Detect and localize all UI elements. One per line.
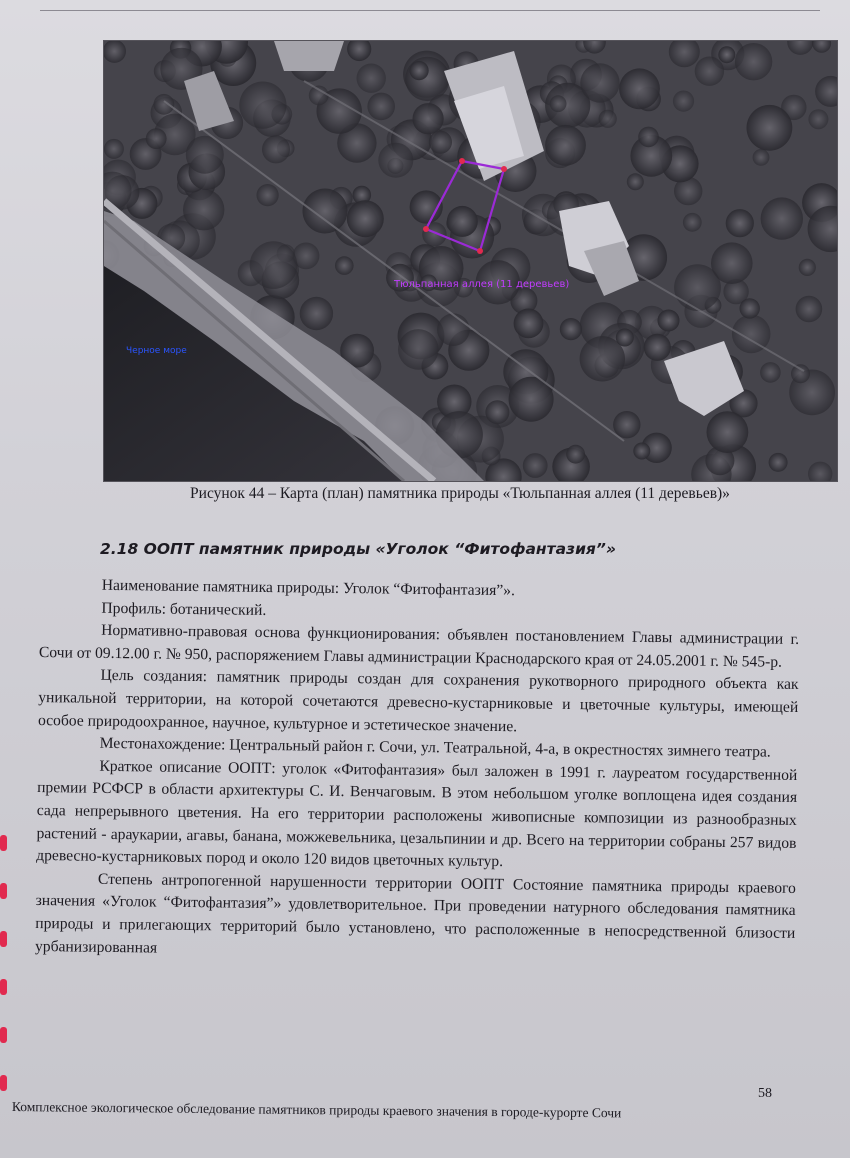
left-edge-red-mark xyxy=(0,835,9,1145)
satellite-map-figure xyxy=(103,40,838,482)
top-divider xyxy=(40,10,820,11)
paragraph-location: Местонахождение: Центральный район г. Сочи, ул. Театральной, 4-а, в окрестностях зимнего театра. xyxy=(99,734,771,761)
figure-caption: Рисунок 44 – Карта (план) памятника природы «Тюльпанная аллея (11 деревьев)» xyxy=(190,485,730,502)
section-body xyxy=(35,568,800,968)
map-label-monument: Тюльпанная аллея (11 деревьев) xyxy=(394,279,570,290)
paragraph-disturbance: Степень антропогенной нарушенности территории ООПТ Состояние памятника природы краевого значения «Уголок “Фитофантазия”» удовлетворительное. При проведении натурного обследования памятника природы и прилегающих территорий было установлено, что расположенные в непосредственной близости урбанизированная xyxy=(34,870,796,957)
paragraph-purpose: Цель создания: памятник природы создан для сохранения рукотворного природного объекта как уникальной территории, на которой сочетаются древесно-кустарниковые и цветочные культуры, имеющей особое природоохранное, научное, культурное и эстетическое значение. xyxy=(37,667,799,735)
paragraph-profile: Профиль: ботанический. xyxy=(101,599,267,619)
page-number: 58 xyxy=(758,1086,772,1101)
satellite-map-image xyxy=(104,41,837,481)
section-heading: 2.18 ООПТ памятник природы «Уголок “Фитофантазия”» xyxy=(100,540,616,558)
paragraph-legal-basis: Нормативно-правовая основа функционирования: объявлен постановлением Главы администрации г. Сочи от 09.12.00 г. № 950, распоряжением Главы администрации Краснодарского края от 24.05.2001 г. № 545-р. xyxy=(38,621,800,671)
paragraph-name: Наименование памятника природы: Уголок “Фитофантазия”». xyxy=(101,576,516,600)
map-label-sea: Черное море xyxy=(126,346,187,356)
paragraph-description: Краткое описание ООПТ: уголок «Фитофантазия» был заложен в 1991 г. лауреатом государственной премии РСФСР в области архитектуры С. И. Венчаговым. В этом небольшом уголке воплощена идея создания сада непрерывного цветения. На его территории расположены живописные композиции из разнообразных растений - араукарии, агавы, банана, можжевельника, цезальпинии и др. Всего на территории собраны 257 видов древесно-кустарниковых пород и около 120 видов цветочных культур. xyxy=(36,757,798,871)
page-footer: Комплексное экологическое обследование памятников природы краевого значения в городе-курорте Сочи xyxy=(11,1099,622,1121)
